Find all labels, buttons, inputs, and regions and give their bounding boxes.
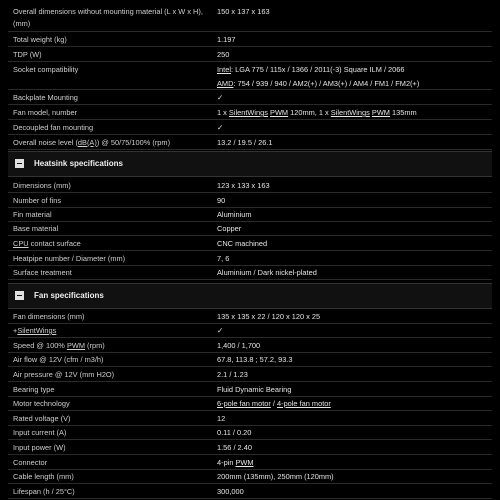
heatsink-row	[8, 193, 492, 208]
spec-label: Total weight (kg)	[13, 35, 67, 44]
spec-label: Dimensions (mm)	[13, 181, 71, 190]
heatsink-row	[8, 236, 492, 251]
spec-label: Speed @ 100% PWM (rpm)	[13, 341, 105, 350]
spec-row-overall-dimensions	[8, 3, 492, 32]
silentwings-link[interactable]: SilentWings	[330, 108, 370, 117]
heatsink-row	[8, 221, 492, 236]
spec-value: 250	[217, 50, 230, 59]
spec-value: 123 x 133 x 163	[217, 181, 270, 190]
spec-label: Decoupled fan mounting	[13, 123, 94, 132]
spec-label: Rated voltage (V)	[13, 414, 71, 423]
spec-row-fan-model	[8, 105, 492, 120]
fan-row	[8, 411, 492, 426]
4-pole-link[interactable]: 4-pole fan motor	[277, 399, 331, 408]
fan-row	[8, 425, 492, 440]
spec-value: 1,400 / 1,700	[217, 341, 261, 350]
spec-value: CNC machined	[217, 239, 268, 248]
spec-value: Copper	[217, 224, 242, 233]
fan-row	[8, 309, 492, 324]
pwm-link[interactable]: PWM	[235, 458, 254, 467]
fan-row	[8, 323, 492, 338]
spec-label: Bearing type	[13, 385, 55, 394]
spec-row-socket-compatibility	[8, 61, 492, 90]
spec-label: Heatpipe number / Diameter (mm)	[13, 254, 126, 263]
spec-label: Fan model, number	[13, 108, 78, 117]
spec-value: 90	[217, 196, 226, 205]
section-title: Fan specifications	[34, 291, 104, 300]
spec-row-decoupled-mounting	[8, 120, 492, 135]
spec-value: 150 x 137 x 163	[217, 7, 270, 16]
spec-value: 2.1 / 1.23	[217, 370, 248, 379]
spec-label: Overall noise level (dB(A)) @ 50/75/100% (rpm)	[13, 138, 171, 147]
spec-label: Air flow @ 12V (cfm / m3/h)	[13, 355, 104, 364]
fan-row	[8, 484, 492, 499]
spec-label: Number of fins	[13, 196, 62, 205]
fan-row	[8, 367, 492, 382]
dba-link[interactable]: dB(A)	[77, 138, 97, 147]
spec-label: Fin material	[13, 210, 52, 219]
check-mark: ✓	[217, 326, 224, 335]
fan-row	[8, 455, 492, 470]
spec-value: 4-pin PWM	[217, 458, 254, 467]
fan-section-header[interactable]	[8, 283, 492, 309]
fan-row	[8, 469, 492, 484]
spec-value: 300,000	[217, 487, 244, 496]
spec-label: Socket compatibility	[13, 65, 79, 74]
pwm-link[interactable]: PWM	[371, 108, 390, 117]
spec-value: 6-pole fan motor / 4-pole fan motor	[217, 399, 331, 408]
spec-value: 1.56 / 2.40	[217, 443, 252, 452]
collapse-icon[interactable]	[15, 159, 24, 168]
amd-link[interactable]: AMD	[217, 79, 234, 88]
heatsink-row	[8, 251, 492, 266]
heatsink-row	[8, 207, 492, 222]
spec-row-backplate	[8, 90, 492, 105]
fan-row	[8, 338, 492, 353]
spec-label: Cable length (mm)	[13, 472, 74, 481]
spec-label: Motor technology	[13, 399, 70, 408]
spec-label: Surface treatment	[13, 268, 72, 277]
collapse-icon[interactable]	[15, 291, 24, 300]
spec-label: Lifespan (h / 25°C)	[13, 487, 75, 496]
fan-row	[8, 382, 492, 397]
fan-row	[8, 440, 492, 455]
spec-value: 67.8, 113.8 ; 57.2, 93.3	[217, 355, 293, 364]
spec-value: 1.197	[217, 35, 236, 44]
spec-value: 12	[217, 414, 226, 423]
spec-value: 135 x 135 x 22 / 120 x 120 x 25	[217, 312, 321, 321]
pwm-link[interactable]: PWM	[270, 108, 289, 117]
spec-value: 7, 6	[217, 254, 230, 263]
spec-row-total-weight	[8, 32, 492, 47]
silentwings-link[interactable]: SilentWings	[228, 108, 268, 117]
spec-value: 0.11 / 0.20	[217, 428, 252, 437]
heatsink-section-header[interactable]	[8, 151, 492, 177]
spec-row-noise-level	[8, 135, 492, 150]
spec-label: Base material	[13, 224, 59, 233]
spec-label: Input current (A)	[13, 428, 67, 437]
heatsink-row	[8, 178, 492, 193]
section-title: Heatsink specifications	[34, 159, 123, 168]
cpu-link[interactable]: CPU	[13, 239, 29, 248]
intel-link[interactable]: Intel	[217, 65, 231, 74]
spec-value: 1 x SilentWings PWM 120mm, 1 x SilentWings PWM 135mm	[217, 108, 417, 117]
fan-row	[8, 396, 492, 411]
spec-value: Intel: LGA 775 / 115x / 1366 / 2011(-3) Square ILM / 2066 AMD: 754 / 939 / 940 / AM2(+) / AM3(+) / AM4 / FM1 / FM2(+)	[217, 65, 420, 88]
spec-label: CPU contact surface	[13, 239, 81, 248]
spec-value: Aluminium	[217, 210, 252, 219]
spec-label: Fan dimensions (mm)	[13, 312, 85, 321]
spec-value: 200mm (135mm), 250mm (120mm)	[217, 472, 334, 481]
silentwings-link[interactable]: SilentWings	[17, 326, 57, 335]
spec-row-tdp	[8, 47, 492, 62]
6-pole-link[interactable]: 6-pole fan motor	[217, 399, 271, 408]
spec-value: 13.2 / 19.5 / 26.1	[217, 138, 273, 147]
spec-label: Connector	[13, 458, 48, 467]
check-mark: ✓	[217, 93, 224, 102]
spec-label: TDP (W)	[13, 50, 42, 59]
pwm-link[interactable]: PWM	[66, 341, 85, 350]
heatsink-row	[8, 265, 492, 280]
spec-label: +SilentWings	[13, 326, 57, 335]
check-mark: ✓	[217, 123, 224, 132]
fan-row	[8, 352, 492, 367]
spec-label: Input power (W)	[13, 443, 66, 452]
spec-label: Backplate Mounting	[13, 93, 78, 102]
spec-value: Fluid Dynamic Bearing	[217, 385, 292, 394]
spec-value: Aluminium / Dark nickel-plated	[217, 268, 317, 277]
spec-label: Overall dimensions without mounting material (L x W x H), (mm)	[13, 7, 203, 28]
spec-label: Air pressure @ 12V (mm H2O)	[13, 370, 115, 379]
